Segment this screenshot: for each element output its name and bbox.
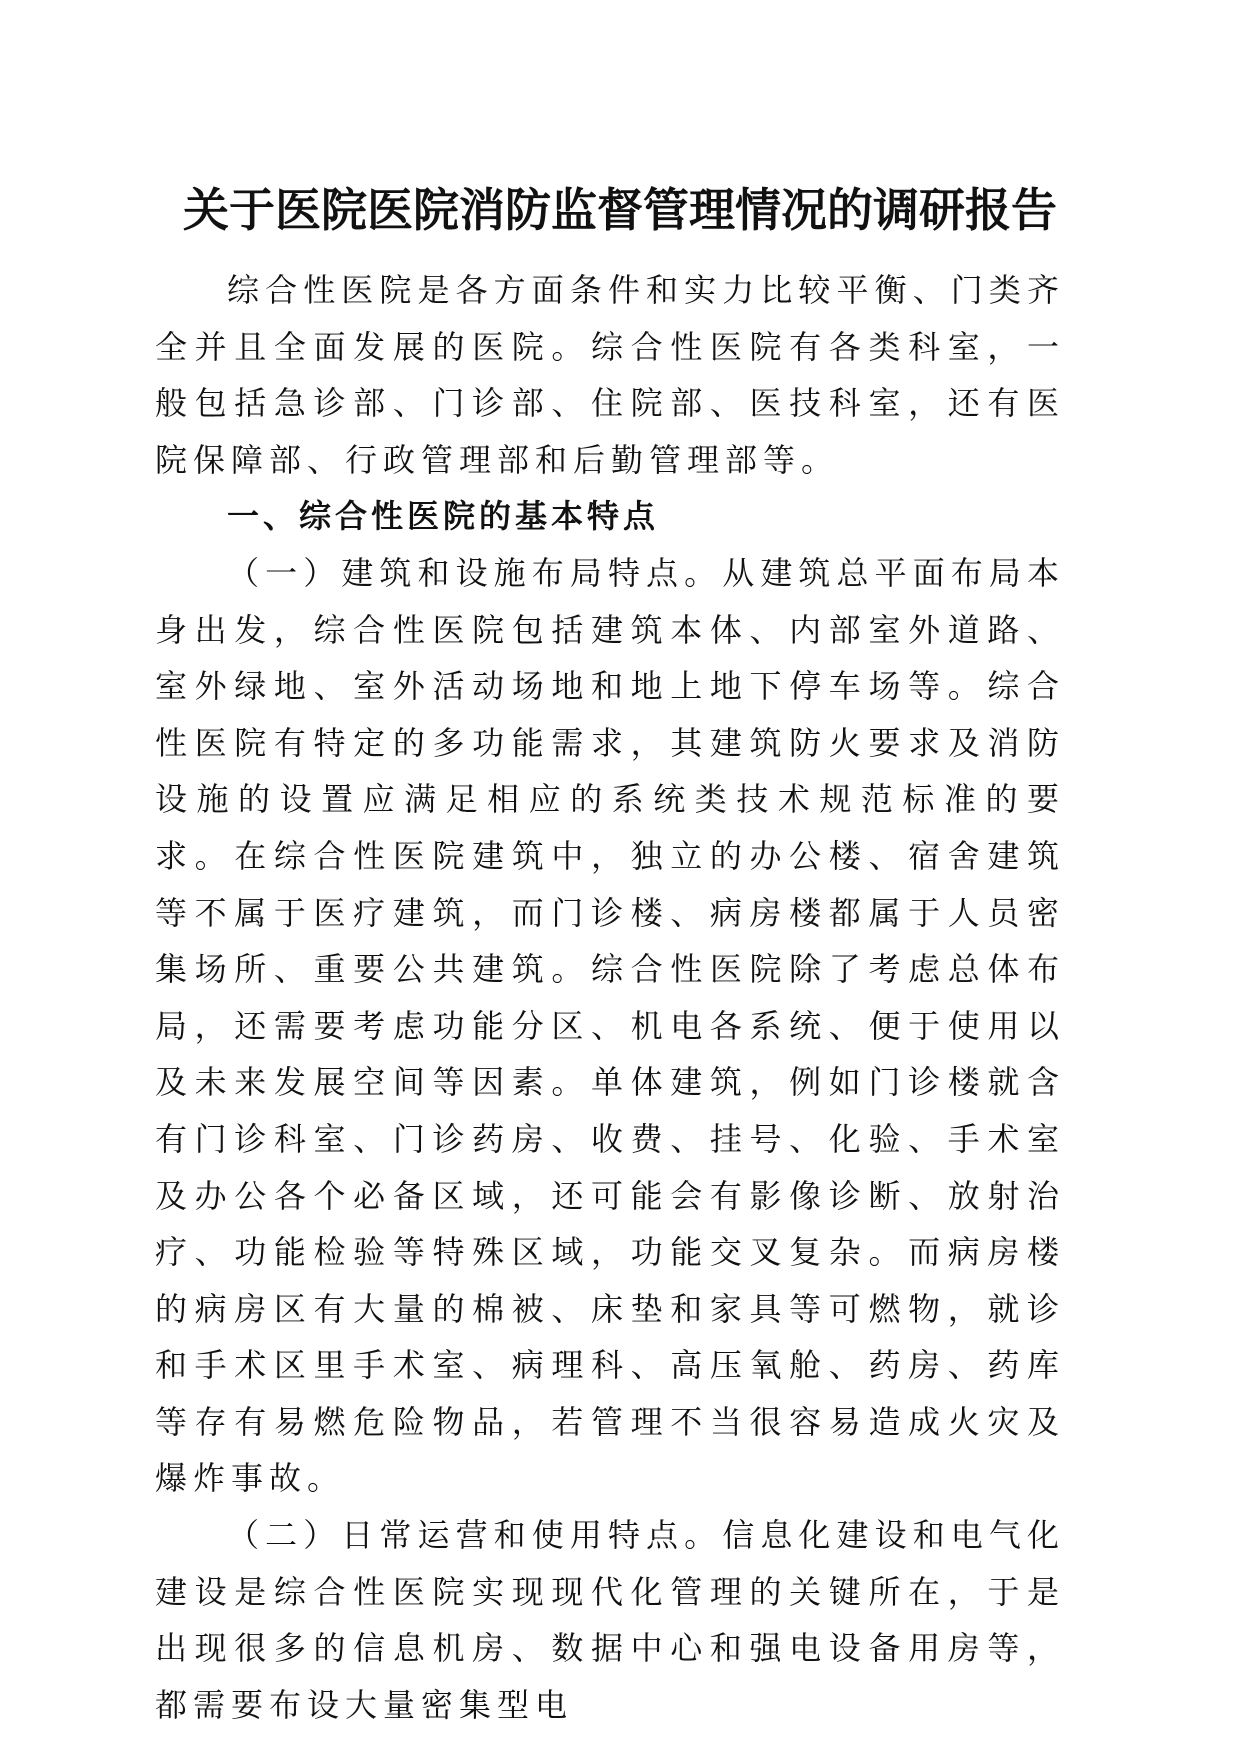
subsection-daily-operation-paragraph: （二）日常运营和使用特点。信息化建设和电气化建设是综合性医院实现现代化管理的关键所在，于是出现很多的信息机房、数据中心和强电设备用房等，都需要布设大量密集型电 [155, 1516, 1065, 1724]
subsection-building-layout-paragraph: （一）建筑和设施布局特点。从建筑总平面布局本身出发，综合性医院包括建筑本体、内部室外道路、室外绿地、室外活动场地和地上地下停车场等。综合性医院有特定的多功能需求，其建筑防火要求及消防设施的设置应满足相应的系统类技术规范标准的要求。在综合性医院建筑中，独立的办公楼、宿舍建筑等不属于医疗建筑，而门诊楼、病房楼都属于人员密集场所、重要公共建筑。综合性医院除了考虑总体布局，还需要考虑功能分区、机电各系统、便于使用以及未来发展空间等因素。单体建筑，例如门诊楼就含有门诊科室、门诊药房、收费、挂号、化验、手术室及办公各个必备区域，还可能会有影像诊断、放射治疗、功能检验等特殊区域，功能交叉复杂。而病房楼的病房区有大量的棉被、床垫和家具等可燃物，就诊和手术区里手术室、病理科、高压氧舱、药房、药库等存有易燃危险物品，若管理不当很容易造成火灾及爆炸事故。 [155, 553, 1065, 1498]
intro-paragraph: 综合性医院是各方面条件和实力比较平衡、门类齐全并且全面发展的医院。综合性医院有各类科室，一般包括急诊部、门诊部、住院部、医技科室，还有医院保障部、行政管理部和后勤管理部等。 [155, 271, 1065, 479]
document-title: 关于医院医院消防监督管理情况的调研报告 [183, 183, 1057, 237]
section-heading-basic-features: 一、综合性医院的基本特点 [227, 497, 660, 536]
document-body [155, 262, 1065, 1733]
